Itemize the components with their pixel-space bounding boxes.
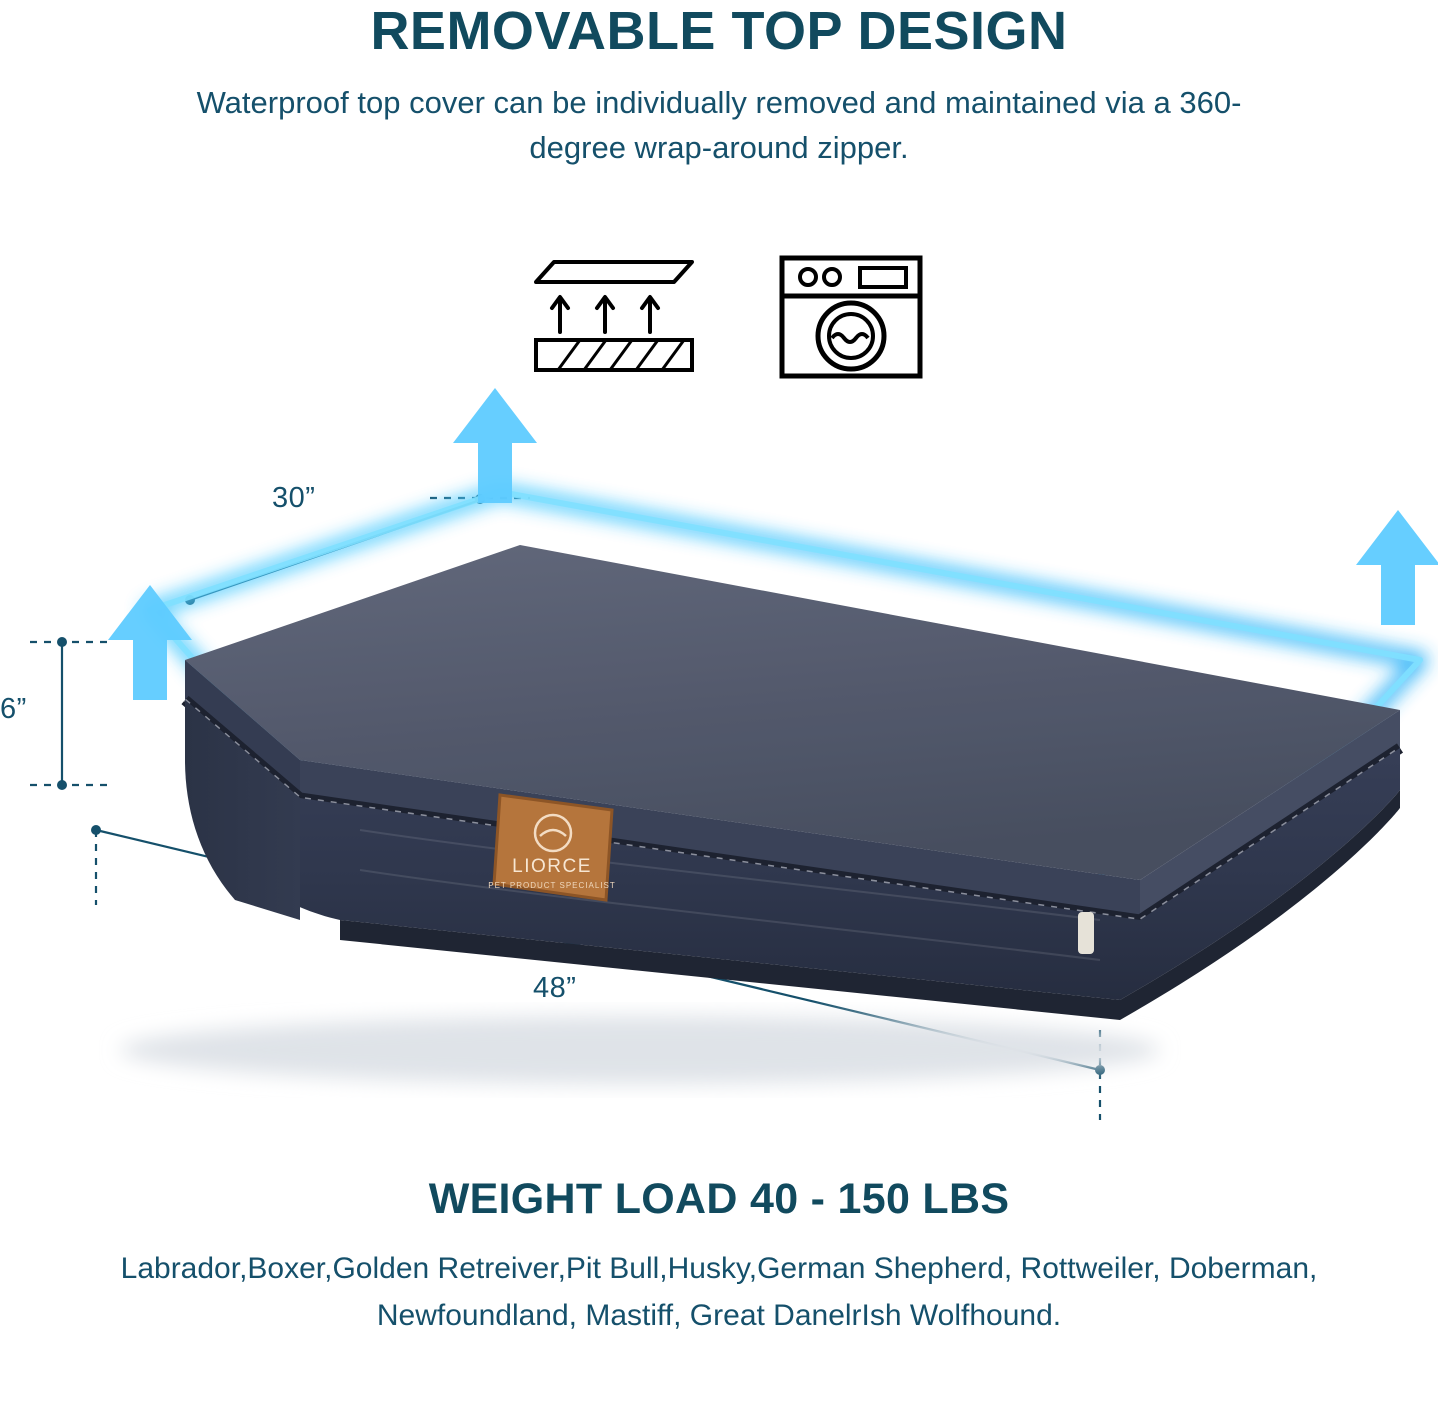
page-title: REMOVABLE TOP DESIGN bbox=[370, 1, 1068, 61]
dimension-length-label: 48” bbox=[533, 972, 577, 1004]
brand-tag bbox=[488, 795, 616, 900]
breed-list: Labrador,Boxer,Golden Retreiver,Pit Bull,Husky,German Shepherd, Rottweiler, Doberman, Newfoundland, Mastiff, Great DanelrIsh Wolfhound. bbox=[120, 1252, 1318, 1332]
header bbox=[0, 0, 1438, 171]
dimension-height-label: 6” bbox=[0, 693, 27, 725]
dimension-width-label: 30” bbox=[272, 482, 316, 514]
weight-load-title: WEIGHT LOAD 40 - 150 LBS bbox=[428, 1175, 1010, 1223]
footer bbox=[0, 1175, 1438, 1339]
page-subtitle: Waterproof top cover can be individually removed and maintained via a 360-degree wrap-around zipper. bbox=[196, 85, 1242, 166]
svg-text:PET PRODUCT SPECIALIST: PET PRODUCT SPECIALIST bbox=[488, 881, 616, 890]
svg-text:LIORCE: LIORCE bbox=[512, 856, 592, 877]
product-illustration bbox=[0, 360, 1438, 1160]
